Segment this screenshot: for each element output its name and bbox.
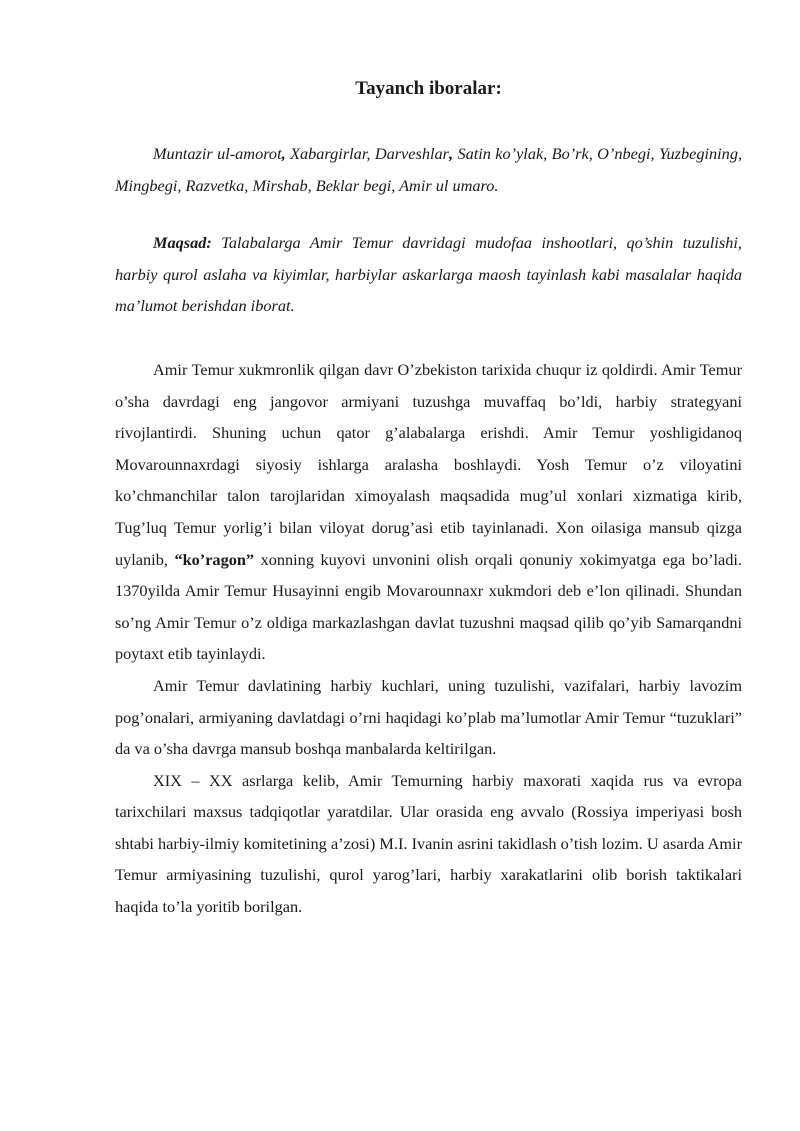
goal-text: Talabalarga Amir Temur davridagi mudofaa inshootlari, qo’shin tuzulishi, harbiy qurol aslaha va kiyimlar, harbiylar askarlarga maosh tayinlash kabi masalalar haqida ma’lumot berishdan iborat.	[115, 233, 742, 316]
body-paragraph-3: XIX – XX asrlarga kelib, Amir Temurning harbiy maxorati xaqida rus va evropa tarixchilari maxsus tadqiqotlar yaratdilar. Ular orasida eng avvalo (Rossiya imperiyasi bosh shtabi harbiy-ilmiy komitetining a’zosi) M.I. Ivanin asrini takidlash o’tish lozim. U asarda Amir Temur armiyasining tuzulishi, qurol yarog’lari, harbiy xarakatlarini olib borish taktikalari haqida to’la yoritib borilgan.	[115, 770, 742, 917]
bold-term: “ko’ragon”	[174, 549, 255, 569]
goal-paragraph	[115, 227, 742, 322]
keyword-separator: ,	[366, 144, 375, 163]
paragraph-text: xonning kuyovi unvonini olish orqali qonuniy xokimyatga ega bo’ladi. 1370yilda Amir Temur Husayinni engib Movarounnaxr xukmdori deb e’lon qilinadi. Shundan so’ng Amir Temur o’z oldiga markazlashgan davlat tuzushni maqsad qilib qo’yib Samarqandni poytaxt etib tayinlaydi.	[115, 549, 742, 664]
keyword-text: Darveshlar	[374, 144, 449, 163]
body-paragraph-1	[115, 354, 742, 670]
keyword-text: Satin ko’ylak, Bo’rk, O’nbegi, Yuzbegining, Mingbegi, Razvetka, Mirshab, Beklar begi, Amir ul umaro.	[115, 144, 743, 195]
paragraph-text: Amir Temur xukmronlik qilgan davr O’zbekiston tarixida chuqur iz qoldirdi. Amir Temur o’sha davrdagi eng jangovor armiyani tuzushga muvaffaq bo’ldi, harbiy strategyani rivojlantirdi. Shuning uchun qator g’alabalarga erishdi. Amir Temur yoshligidanoq Movarounnaxrdagi siyosiy ishlarga aralasha boshlaydi. Yosh Temur o’z viloyatini ko’chmanchilar talon tarojlaridan ximoyalash maqsadida mug’ul xonlari xizmatiga kirib, Tug’luq Temur yorlig’i bilan viloyat dorug’asi etib tayinlanadi. Xon oilasiga mansub qizga uylanib,	[115, 359, 742, 569]
keyword-separator: ,	[448, 144, 458, 163]
goal-label: Maqsad:	[153, 233, 212, 253]
keywords-paragraph	[115, 138, 742, 201]
body-paragraph-2: Amir Temur davlatining harbiy kuchlari, uning tuzulishi, vazifalari, harbiy lavozim pog’onalari, armiyaning davlatdagi o’rni haqidagi ko’plab ma’lumotlar Amir Temur “tuzuklari” da va o’sha davrga mansub boshqa manbalarda keltirilgan.	[115, 675, 742, 759]
keyword-separator: ,	[281, 144, 291, 163]
page-title: Tayanch iboralar:	[355, 78, 502, 99]
keyword-text: Muntazir ul-amorot	[153, 144, 282, 163]
keyword-text: Xabargirlar	[290, 144, 367, 163]
document-page	[115, 76, 742, 923]
